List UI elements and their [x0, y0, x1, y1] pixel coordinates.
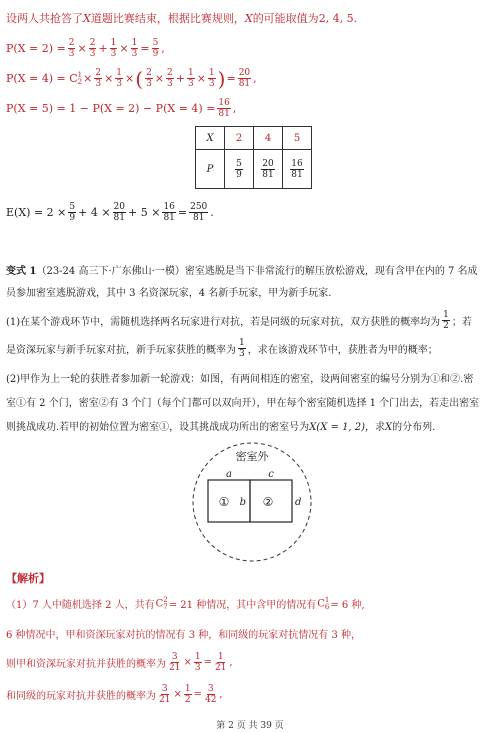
numerator: 20: [113, 202, 125, 212]
paren: (: [135, 66, 144, 91]
solution-text: 和同级的玩家对抗并获胜的概率为: [6, 691, 156, 702]
fraction: [184, 684, 192, 705]
fraction: [238, 68, 251, 89]
comb-symbol: C: [155, 598, 164, 609]
numerator: 3: [207, 684, 214, 694]
operator: =: [177, 206, 188, 219]
outside-label: 密室外: [235, 450, 269, 463]
variant-line-1: [6, 262, 478, 277]
q2-line-2: [6, 394, 479, 409]
punct: ,: [232, 102, 237, 115]
denominator: 3: [208, 79, 215, 89]
numerator: 2: [167, 68, 173, 78]
operator: ×: [154, 72, 165, 85]
rooms-figure: [190, 440, 314, 564]
question-text: 室①有 2 个门，密室②有 3 个门（每个门都可以双向开），甲在每个密室随机选择 1 个门出去，若走出密室: [6, 398, 480, 409]
sub: 2: [77, 77, 83, 86]
page-number: 第 2 页 共 39 页: [216, 721, 284, 731]
variant-label: 变式 1: [6, 266, 37, 277]
fraction: [189, 202, 208, 223]
punct: ,: [219, 689, 223, 700]
fraction: [68, 202, 76, 223]
fraction: [131, 38, 139, 59]
var-x: X: [83, 12, 91, 25]
eq-lhs-text: P(X = 4) = C: [6, 71, 78, 85]
fraction: [166, 68, 174, 89]
fraction: [113, 202, 126, 223]
operator: ×: [83, 72, 93, 85]
eq-lhs: P(X = 2) =: [6, 42, 66, 55]
punct: ,: [253, 72, 257, 85]
numerator: 1: [110, 38, 117, 48]
question-text: ；若: [451, 317, 472, 328]
fraction: [208, 68, 216, 89]
denominator: 81: [218, 109, 230, 119]
denominator: 81: [192, 213, 205, 223]
variant-line-2: [6, 284, 331, 299]
solution-line-1: [6, 596, 365, 611]
combination: [317, 597, 329, 611]
q1-line-1: [6, 310, 472, 331]
question-text: (2)甲作为上一轮的获胜者参加新一轮游戏：如图，有两间相连的密室，设两间密室的编号分别为①和②.密: [6, 374, 474, 385]
operator: =: [193, 689, 202, 700]
fraction: [204, 684, 217, 705]
fraction: [152, 38, 160, 59]
operator: ×: [77, 42, 87, 55]
eq-lhs: E(X) = 2 ×: [6, 206, 67, 219]
operator: ×: [125, 72, 135, 85]
door-d-label: d: [295, 497, 302, 508]
punct: ,: [161, 42, 165, 55]
numerator: 16: [291, 158, 303, 169]
fraction: [238, 338, 246, 359]
fraction: [194, 652, 202, 673]
table-cell: P: [196, 150, 225, 189]
sup: 1: [77, 70, 83, 79]
fraction: [261, 159, 274, 180]
denominator: 3: [194, 663, 201, 673]
numerator: 1: [217, 652, 224, 662]
fraction: [290, 159, 303, 180]
fraction: [187, 68, 195, 89]
fraction: [158, 684, 171, 705]
denominator: 3: [131, 49, 138, 59]
question-text: 则挑战成功.若甲的初始位置为密室①，设其挑战成功所出的密室号为: [6, 422, 310, 433]
comb-index: [163, 597, 167, 611]
numerator: 2: [89, 38, 96, 48]
solution-header: 【解析】: [6, 572, 50, 585]
punct: .: [210, 206, 214, 219]
paren: ): [217, 66, 226, 91]
denominator: 3: [95, 79, 102, 89]
operator: ×: [196, 72, 206, 85]
numerator: 1: [194, 652, 201, 662]
variant-text: （23-24 高三下·广东佛山·一模）密室逃脱是当下非常流行的解压放松游戏，现有含甲在内的 7 名成: [36, 266, 478, 277]
numerator: 3: [161, 684, 168, 694]
solution-text: = 6 种,: [330, 600, 365, 611]
solution-text: = 21 种情况，其中含甲的情况有: [168, 600, 317, 611]
denominator: 3: [116, 79, 123, 89]
question-text: (1)在某个游戏环节中，需随机选择两名玩家进行对抗，若是同级的玩家对抗，双方获胜的概率均为: [6, 317, 441, 328]
intro-text: 设两人共抢答了: [6, 12, 83, 25]
numerator: 1: [443, 310, 449, 320]
fraction: [214, 652, 227, 673]
table-header-cell: X: [196, 127, 225, 150]
denominator: 42: [204, 695, 217, 705]
numerator: 20: [238, 68, 251, 78]
denominator: 81: [238, 79, 251, 89]
denominator: 3: [146, 79, 152, 89]
numerator: 1: [208, 68, 215, 78]
operator: + 4 ×: [78, 206, 111, 219]
operator: =: [140, 42, 150, 55]
numerator: 20: [262, 158, 274, 169]
question-text: ，求在该游戏环节中，获胜者为甲的概率；: [247, 345, 438, 356]
expectation-equation: [6, 202, 214, 223]
table-row: [196, 127, 312, 150]
room-1-label: ①: [218, 495, 230, 509]
denominator: 9: [236, 169, 242, 180]
equation-p2: [6, 38, 165, 59]
numerator: 1: [131, 38, 138, 48]
table-cell: [283, 150, 312, 189]
table-header-cell: 2: [225, 127, 254, 150]
eq-lhs: P(X = 5) = 1 − P(X = 2) − P(X = 4) =: [6, 102, 216, 115]
table-cell: [254, 150, 283, 189]
operator: ×: [104, 72, 114, 85]
denominator: 2: [443, 321, 449, 331]
fraction: [89, 38, 97, 59]
table-header-cell: 4: [254, 127, 283, 150]
table-cell: [225, 150, 254, 189]
operator: +: [98, 42, 108, 55]
denominator: 81: [163, 213, 175, 223]
q1-line-2: [6, 338, 438, 359]
numerator: 16: [218, 98, 230, 108]
fraction: [162, 202, 175, 223]
intro-line: [6, 10, 357, 26]
var-x: X: [385, 422, 393, 433]
fraction: [94, 68, 102, 89]
operator: ×: [119, 42, 129, 55]
sup: 2: [163, 595, 168, 604]
denominator: 81: [291, 169, 303, 180]
numerator: 16: [163, 202, 175, 212]
comb-index: [78, 72, 82, 86]
question-text: 是资深玩家与新手玩家对抗，新手玩家获胜的概率为: [6, 345, 236, 356]
fraction: [110, 38, 118, 59]
fraction: [235, 159, 243, 180]
door-c-label: c: [268, 469, 274, 480]
denominator: 21: [159, 695, 171, 705]
question-text: 的分布列.: [392, 422, 436, 433]
door-a-label: a: [226, 469, 232, 480]
numerator: 1: [239, 338, 245, 348]
operator: + 5 ×: [128, 206, 161, 219]
combination: [156, 597, 168, 611]
denominator: 9: [152, 49, 159, 59]
solution-line-3: [6, 652, 233, 673]
numerator: 250: [190, 202, 208, 212]
numerator: 5: [69, 202, 76, 212]
intro-text: 的可能取值为: [252, 12, 319, 25]
denominator: 81: [262, 169, 274, 180]
variant-text: 员参加密室逃脱游戏，其中 3 名资深玩家，4 名新手玩家，甲为新手玩家.: [6, 288, 332, 299]
distribution-table-wrap: [195, 126, 312, 189]
fraction: [442, 310, 450, 331]
denominator: 3: [239, 349, 245, 359]
solution-text: 6 种情况中，甲和资深玩家对抗的情况有 3 种，和同级的玩家对抗情况有 3 种，: [6, 630, 361, 641]
numerator: 5: [236, 158, 242, 169]
numerator: 5: [152, 38, 159, 48]
numerator: 1: [184, 684, 191, 694]
denominator: 3: [89, 49, 96, 59]
solution-line-4: [6, 684, 223, 705]
solution-text: （1）7 人中随机选择 2 人，共有: [6, 600, 155, 611]
operator: +: [175, 72, 185, 85]
var-x: X: [244, 12, 253, 25]
sub: 7: [163, 602, 168, 611]
operator: ×: [173, 689, 182, 700]
values: 2, 4, 5: [318, 12, 354, 25]
solution-line-2: [6, 626, 361, 641]
q2-line-3: [6, 418, 435, 433]
denominator: 9: [69, 213, 76, 223]
numerator: 1: [187, 68, 194, 78]
operator: =: [203, 657, 212, 668]
var-x: X(X = 1, 2): [309, 422, 366, 433]
fraction: [68, 38, 76, 59]
denominator: 3: [68, 49, 75, 59]
distribution-table: [195, 126, 312, 189]
q2-line-1: [6, 370, 473, 385]
door-b-label: b: [239, 497, 246, 508]
fraction: [168, 652, 181, 673]
intro-text: 道题比赛结束，根据比赛规则，: [90, 12, 245, 25]
denominator: 3: [187, 79, 194, 89]
denominator: 21: [169, 663, 181, 673]
operator: ×: [183, 657, 192, 668]
eq-lhs: [6, 72, 82, 86]
punct: .: [353, 12, 358, 25]
fraction: [145, 68, 153, 89]
denominator: 81: [113, 213, 125, 223]
numerator: 2: [68, 38, 75, 48]
room-2-label: ②: [262, 495, 274, 509]
denominator: 2: [184, 695, 191, 705]
punct: ,: [229, 657, 233, 668]
fraction: [115, 68, 123, 89]
table-header-cell: 5: [283, 127, 312, 150]
numerator: 2: [146, 68, 152, 78]
equation-p5: [6, 98, 236, 119]
comb-symbol: C: [317, 598, 325, 609]
fraction: [217, 98, 230, 119]
comb-index: [325, 597, 329, 611]
operator: =: [226, 72, 236, 85]
numerator: 2: [95, 68, 102, 78]
table-row: [196, 150, 312, 189]
question-text: ，求: [365, 422, 386, 433]
sub: 6: [324, 602, 330, 611]
solution-text: 则甲和资深玩家对抗并获胜的概率为: [6, 659, 166, 670]
equation-p4: [6, 68, 257, 89]
denominator: 3: [167, 79, 173, 89]
numerator: 1: [116, 68, 123, 78]
numerator: 3: [171, 652, 178, 662]
denominator: 21: [214, 663, 227, 673]
denominator: 3: [110, 49, 117, 59]
sup: 1: [324, 595, 330, 604]
